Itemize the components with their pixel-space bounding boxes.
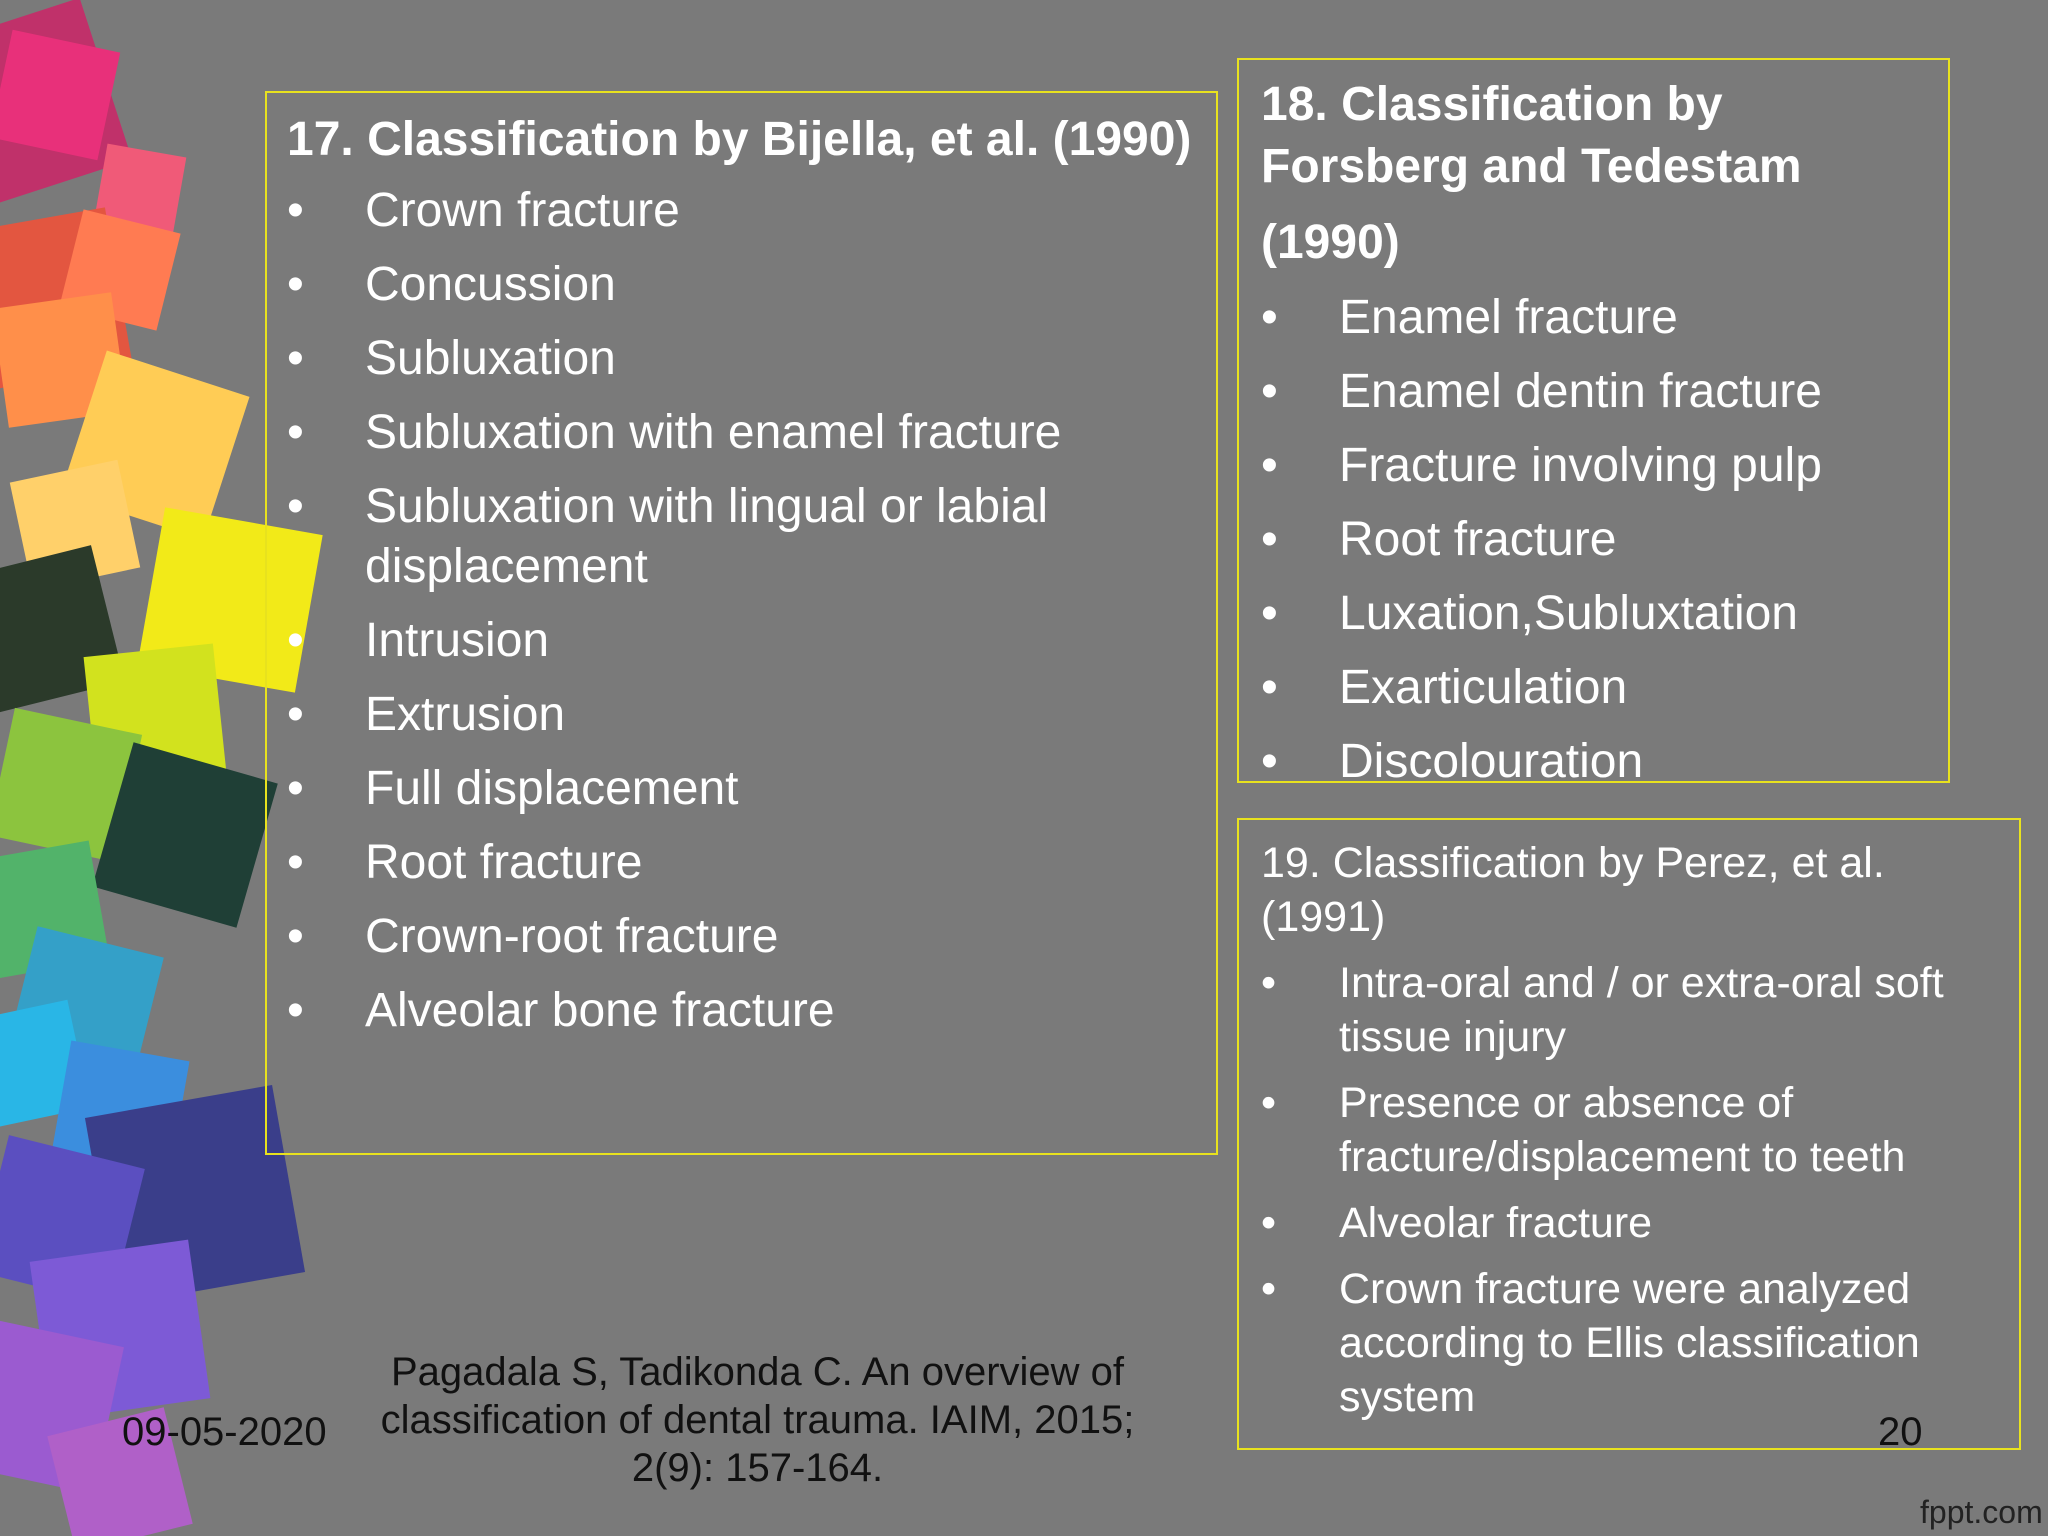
list-item-text: Root fracture xyxy=(1339,513,1617,566)
list-item xyxy=(287,329,1196,389)
perez-list xyxy=(1261,956,1997,1424)
bullet-icon: • xyxy=(1261,735,1278,788)
list-item xyxy=(1261,1076,1997,1184)
list-item xyxy=(287,981,1196,1041)
list-item xyxy=(287,759,1196,819)
bullet-icon: • xyxy=(287,984,304,1037)
bijella-classification-box xyxy=(265,91,1218,1155)
list-item-text: Luxation,Subluxtation xyxy=(1339,587,1798,640)
list-item-text: Fracture involving pulp xyxy=(1339,439,1822,492)
bullet-icon: • xyxy=(1261,439,1278,492)
list-item-text: Alveolar bone fracture xyxy=(365,984,835,1037)
bullet-icon: • xyxy=(287,762,304,815)
forsberg-title-line-1: 18. Classification by xyxy=(1261,78,1723,131)
list-item xyxy=(1261,956,1997,1064)
footer-date: 09-05-2020 xyxy=(122,1410,327,1454)
list-item xyxy=(1261,584,1926,644)
bullet-icon: • xyxy=(287,614,304,667)
bullet-icon: • xyxy=(1261,959,1277,1007)
list-item xyxy=(287,611,1196,671)
list-item xyxy=(1261,288,1926,348)
bullet-icon: • xyxy=(1261,661,1278,714)
forsberg-list xyxy=(1261,288,1926,792)
bullet-icon: • xyxy=(1261,1265,1277,1313)
list-item xyxy=(1261,1196,1997,1250)
list-item-text: Alveolar fracture xyxy=(1339,1199,1653,1247)
list-item-text: Full displacement xyxy=(365,762,739,815)
list-item-text: Subluxation with enamel fracture xyxy=(365,406,1062,459)
list-item-text: Crown fracture xyxy=(365,184,680,237)
bullet-icon: • xyxy=(1261,365,1278,418)
list-item-text: Presence or absence of fracture/displacement to teeth xyxy=(1339,1079,1906,1181)
bullet-icon: • xyxy=(287,836,304,889)
bullet-icon: • xyxy=(1261,587,1278,640)
page-number: 20 xyxy=(1878,1410,1923,1454)
bullet-icon: • xyxy=(287,258,304,311)
list-item xyxy=(1261,658,1926,718)
list-item xyxy=(287,255,1196,315)
footer-reference: Pagadala S, Tadikonda C. An overview of classification of dental trauma. IAIM, 2015; 2(9): 157-164. xyxy=(380,1350,1135,1490)
list-item xyxy=(287,403,1196,463)
list-item xyxy=(287,907,1196,967)
list-item-text: Subluxation with lingual or labial displacement xyxy=(365,480,1049,593)
bijella-title: 17. Classification by Bijella, et al. (1990) xyxy=(287,113,1192,166)
forsberg-classification-box xyxy=(1237,58,1950,788)
perez-title: 19. Classification by Perez, et al. (1991) xyxy=(1261,839,1885,941)
list-item-text: Extrusion xyxy=(365,688,566,741)
list-item xyxy=(287,685,1196,745)
bullet-icon: • xyxy=(1261,291,1278,344)
bullet-icon: • xyxy=(287,184,304,237)
forsberg-title-line-2: Forsberg and Tedestam xyxy=(1261,140,1802,193)
bullet-icon: • xyxy=(1261,1199,1277,1247)
bullet-icon: • xyxy=(287,910,304,963)
list-item xyxy=(1261,732,1926,792)
list-item-text: Enamel dentin fracture xyxy=(1339,365,1822,418)
list-item-text: Crown-root fracture xyxy=(365,910,779,963)
perez-classification-box xyxy=(1237,818,2021,1450)
list-item-text: Intra-oral and / or extra-oral soft tissue injury xyxy=(1339,959,1944,1061)
list-item xyxy=(287,181,1196,241)
bullet-icon: • xyxy=(287,480,304,533)
bijella-list xyxy=(287,181,1196,1041)
bullet-icon: • xyxy=(287,332,304,385)
list-item xyxy=(1261,510,1926,570)
forsberg-title-line-3: (1990) xyxy=(1261,216,1400,269)
list-item-text: Exarticulation xyxy=(1339,661,1628,714)
list-item xyxy=(1261,1262,1997,1424)
list-item-text: Crown fracture were analyzed according to Ellis classification system xyxy=(1339,1265,1920,1421)
list-item xyxy=(1261,362,1926,422)
list-item xyxy=(1261,436,1926,496)
bullet-icon: • xyxy=(1261,1079,1277,1127)
bullet-icon: • xyxy=(287,688,304,741)
bullet-icon: • xyxy=(287,406,304,459)
list-item-text: Root fracture xyxy=(365,836,643,889)
list-item-text: Discolouration xyxy=(1339,735,1644,788)
list-item xyxy=(287,477,1196,597)
watermark: fppt.com xyxy=(1920,1494,2043,1530)
list-item-text: Concussion xyxy=(365,258,616,311)
list-item-text: Enamel fracture xyxy=(1339,291,1678,344)
list-item xyxy=(287,833,1196,893)
list-item-text: Intrusion xyxy=(365,614,550,667)
list-item-text: Subluxation xyxy=(365,332,616,385)
bullet-icon: • xyxy=(1261,513,1278,566)
